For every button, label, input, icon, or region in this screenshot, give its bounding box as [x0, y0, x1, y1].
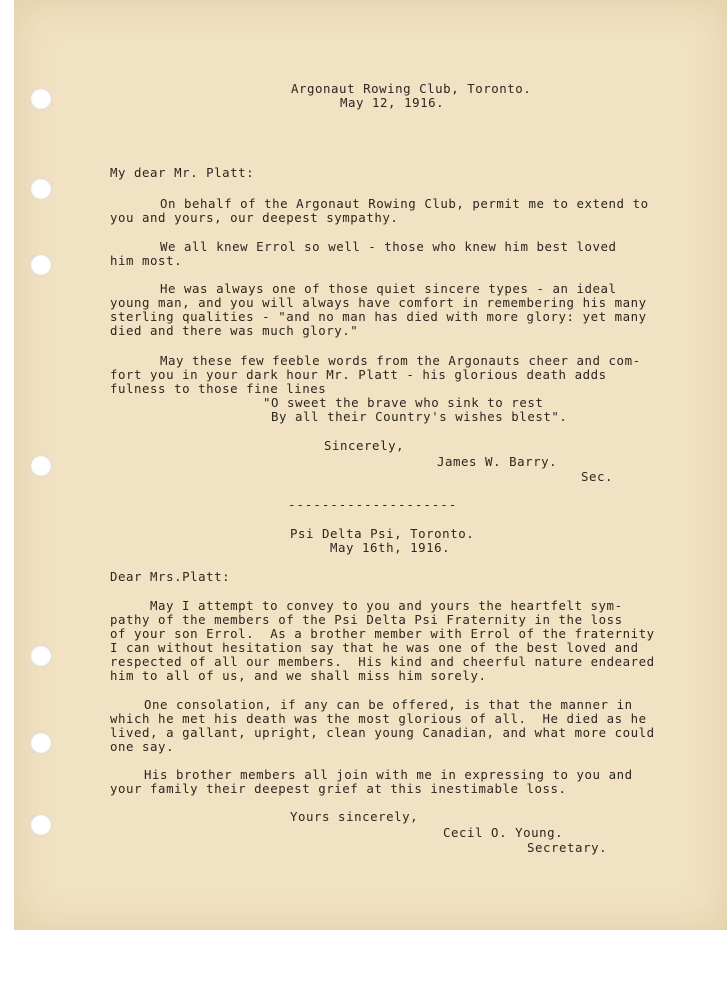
- binder-hole: [30, 645, 52, 667]
- letter2-line: your family their deepest grief at this inestimable loss.: [110, 781, 567, 796]
- letter2-salutation: Dear Mrs.Platt:: [110, 569, 231, 584]
- letter1-line: young man, and you will always have comfort in remembering his many: [110, 295, 647, 310]
- letter1-line: fort you in your dark hour Mr. Platt - his glorious death adds: [110, 367, 607, 382]
- letter2-date: May 16th, 1916.: [330, 540, 451, 555]
- letter2-line: which he met his death was the most glorious of all. He died as he: [110, 711, 647, 726]
- letter2-line: respected of all our members. His kind and cheerful nature endeared: [110, 654, 655, 669]
- letter1-line: sterling qualities - "and no man has died with more glory: yet many: [110, 309, 647, 324]
- letter2-line: him to all of us, and we shall miss him sorely.: [110, 668, 487, 683]
- letter2-signer-title: Secretary.: [527, 840, 608, 855]
- binder-hole: [30, 178, 52, 200]
- binder-hole: [30, 732, 52, 754]
- binder-hole: [30, 254, 52, 276]
- letter2-line: of your son Errol. As a brother member with Errol of the fraternity: [110, 626, 655, 641]
- letter2-line: I can without hesitation say that he was one of the best loved and: [110, 640, 639, 655]
- letter1-line: On behalf of the Argonaut Rowing Club, permit me to extend to: [160, 196, 649, 211]
- letter1-closing: Sincerely,: [324, 438, 405, 453]
- letter1-line: fulness to those fine lines: [110, 381, 327, 396]
- letter1-line: We all knew Errol so well - those who knew him best loved: [160, 239, 617, 254]
- binder-hole: [30, 455, 52, 477]
- separator-line: --------------------: [288, 497, 458, 512]
- letter2-signer: Cecil O. Young.: [443, 825, 564, 840]
- letter1-heading-line: Argonaut Rowing Club, Toronto.: [291, 81, 532, 96]
- letter2-line: His brother members all join with me in expressing to you and: [144, 767, 633, 782]
- letter1-salutation: My dear Mr. Platt:: [110, 165, 255, 180]
- letter2-line: One consolation, if any can be offered, is that the manner in: [144, 697, 633, 712]
- letter1-line: May these few feeble words from the Argonauts cheer and com-: [160, 353, 641, 368]
- poem-line: "O sweet the brave who sink to rest: [263, 395, 544, 410]
- letter1-line: you and yours, our deepest sympathy.: [110, 210, 399, 225]
- letter1-line: him most.: [110, 253, 183, 268]
- binder-hole: [30, 814, 52, 836]
- poem-line: By all their Country's wishes blest".: [271, 409, 568, 424]
- letter2-closing: Yours sincerely,: [290, 809, 419, 824]
- letter1-line: died and there was much glory.": [110, 323, 359, 338]
- letter1-date: May 12, 1916.: [340, 95, 445, 110]
- letter1-signer: James W. Barry.: [437, 454, 558, 469]
- letter2-line: one say.: [110, 739, 175, 754]
- letter2-line: pathy of the members of the Psi Delta Psi Fraternity in the loss: [110, 612, 623, 627]
- letter2-heading-line: Psi Delta Psi, Toronto.: [290, 526, 475, 541]
- letter1-signer-title: Sec.: [581, 469, 614, 484]
- letter1-line: He was always one of those quiet sincere types - an ideal: [160, 281, 617, 296]
- binder-hole: [30, 88, 52, 110]
- letter2-line: lived, a gallant, upright, clean young Canadian, and what more could: [110, 725, 655, 740]
- letter2-line: May I attempt to convey to you and yours the heartfelt sym-: [150, 598, 623, 613]
